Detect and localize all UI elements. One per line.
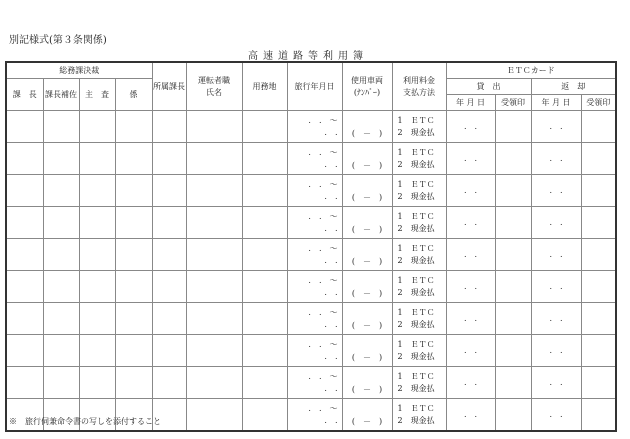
date-end: . . <box>324 255 338 265</box>
payment-option-etc[interactable]: 1 ＥＴＣ <box>397 403 435 413</box>
date-end: . . <box>324 127 338 137</box>
return-date-header: 年 月 日 <box>531 95 581 111</box>
payment-option-etc[interactable]: 1 ＥＴＣ <box>397 371 435 381</box>
cell[interactable] <box>79 239 115 271</box>
travel-date-cell[interactable] <box>287 175 342 207</box>
date-end: . . <box>324 223 338 233</box>
cell[interactable] <box>186 303 242 335</box>
payment-option-etc[interactable]: 1 ＥＴＣ <box>397 275 435 285</box>
travel-date-cell[interactable] <box>287 367 342 399</box>
payment-option-cash[interactable]: 2 現金払 <box>397 351 435 361</box>
cell[interactable] <box>79 303 115 335</box>
cell[interactable] <box>79 367 115 399</box>
return-header: 返 却 <box>531 79 616 95</box>
lend-receipt-cell[interactable] <box>495 399 531 432</box>
cell[interactable] <box>115 207 152 239</box>
cell[interactable] <box>186 175 242 207</box>
lend-date-cell[interactable]: . . <box>446 303 495 335</box>
cell[interactable] <box>152 271 186 303</box>
lend-receipt-cell[interactable] <box>495 143 531 175</box>
date-start: . . ～ <box>308 179 338 189</box>
date-start: . . ～ <box>308 147 338 157</box>
cell[interactable] <box>79 271 115 303</box>
payment-option-cash[interactable]: 2 現金払 <box>397 287 435 297</box>
travel-date-cell[interactable] <box>287 111 342 143</box>
cell[interactable] <box>242 271 287 303</box>
vehicle-cell[interactable]: ( － ) <box>342 143 392 175</box>
approval-col-senior: 主 査 <box>79 79 115 111</box>
dept-chief-header: 所属課長 <box>152 62 186 111</box>
return-receipt-cell[interactable] <box>581 175 616 207</box>
cell[interactable] <box>152 143 186 175</box>
lend-receipt-cell[interactable] <box>495 239 531 271</box>
lend-date-cell[interactable]: . . <box>446 239 495 271</box>
return-receipt-cell[interactable] <box>581 367 616 399</box>
driver-header: 運転者職氏名 <box>186 62 242 111</box>
cell[interactable] <box>115 239 152 271</box>
lend-date-cell[interactable]: . . <box>446 143 495 175</box>
cell[interactable] <box>6 111 43 143</box>
payment-option-etc[interactable]: 1 ＥＴＣ <box>397 307 435 317</box>
lend-header: 貸 出 <box>446 79 531 95</box>
lend-receipt-cell[interactable] <box>495 303 531 335</box>
date-end: . . <box>324 351 338 361</box>
table-row <box>6 367 616 399</box>
etc-card-header: ＥＴＣカード <box>446 62 616 79</box>
cell[interactable] <box>115 335 152 367</box>
payment-option-cash[interactable]: 2 現金払 <box>397 159 435 169</box>
cell[interactable] <box>6 239 43 271</box>
cell[interactable] <box>242 175 287 207</box>
date-end: . . <box>324 383 338 393</box>
return-receipt-cell[interactable] <box>581 239 616 271</box>
payment-cell[interactable] <box>392 367 446 399</box>
payment-cell[interactable] <box>392 239 446 271</box>
lend-receipt-cell[interactable] <box>495 335 531 367</box>
cell[interactable] <box>6 271 43 303</box>
lend-receipt-cell[interactable] <box>495 175 531 207</box>
travel-date-cell[interactable] <box>287 335 342 367</box>
cell[interactable] <box>79 207 115 239</box>
travel-date-cell[interactable] <box>287 399 342 432</box>
cell[interactable] <box>186 335 242 367</box>
lend-date-cell[interactable]: . . <box>446 207 495 239</box>
return-date-cell[interactable]: . . <box>531 175 581 207</box>
return-date-cell[interactable]: . . <box>531 271 581 303</box>
cell[interactable] <box>186 367 242 399</box>
return-date-cell[interactable]: . . <box>531 111 581 143</box>
date-end: . . <box>324 159 338 169</box>
cell[interactable] <box>43 367 79 399</box>
vehicle-cell[interactable]: ( － ) <box>342 239 392 271</box>
return-date-cell[interactable]: . . <box>531 143 581 175</box>
return-receipt-cell[interactable] <box>581 335 616 367</box>
return-receipt-cell[interactable] <box>581 143 616 175</box>
cell[interactable] <box>79 143 115 175</box>
cell[interactable] <box>6 335 43 367</box>
cell[interactable] <box>115 111 152 143</box>
travel-date-cell[interactable] <box>287 303 342 335</box>
cell[interactable] <box>152 335 186 367</box>
cell[interactable] <box>186 111 242 143</box>
approval-col-staff: 係 <box>115 79 152 111</box>
cell[interactable] <box>186 207 242 239</box>
payment-cell[interactable] <box>392 303 446 335</box>
table-row <box>6 111 616 143</box>
cell[interactable] <box>43 239 79 271</box>
cell[interactable] <box>152 239 186 271</box>
footnote: ※ 旅行伺兼命令書の写しを添付すること <box>9 417 161 426</box>
cell[interactable] <box>115 143 152 175</box>
payment-option-cash[interactable]: 2 現金払 <box>397 383 435 393</box>
payment-cell[interactable] <box>392 111 446 143</box>
date-start: . . ～ <box>308 339 338 349</box>
cell[interactable] <box>186 143 242 175</box>
cell[interactable] <box>79 175 115 207</box>
cell[interactable] <box>6 175 43 207</box>
lend-date-cell[interactable]: . . <box>446 111 495 143</box>
table-row <box>6 143 616 175</box>
cell[interactable] <box>43 111 79 143</box>
payment-cell[interactable] <box>392 271 446 303</box>
cell[interactable] <box>43 143 79 175</box>
return-date-cell[interactable]: . . <box>531 239 581 271</box>
vehicle-cell[interactable]: ( － ) <box>342 399 392 432</box>
cell[interactable] <box>43 303 79 335</box>
cell[interactable] <box>43 207 79 239</box>
cell[interactable] <box>43 335 79 367</box>
payment-option-cash[interactable]: 2 現金払 <box>397 223 435 233</box>
approval-header: 総務課決裁 <box>6 62 152 79</box>
travel-date-cell[interactable] <box>287 271 342 303</box>
cell[interactable] <box>152 303 186 335</box>
date-end: . . <box>324 415 338 425</box>
lend-date-cell[interactable]: . . <box>446 335 495 367</box>
cell[interactable] <box>115 367 152 399</box>
table-row <box>6 303 616 335</box>
date-end: . . <box>324 287 338 297</box>
lend-receipt-cell[interactable] <box>495 367 531 399</box>
approval-col-chief: 課 長 <box>6 79 43 111</box>
return-date-cell[interactable]: . . <box>531 303 581 335</box>
return-receipt-cell[interactable] <box>581 111 616 143</box>
table-row <box>6 175 616 207</box>
cell[interactable] <box>242 303 287 335</box>
cell[interactable] <box>115 271 152 303</box>
return-receipt-cell[interactable] <box>581 303 616 335</box>
lend-date-header: 年 月 日 <box>446 95 495 111</box>
payment-header: 利用料金支払方法 <box>392 62 446 111</box>
travel-date-cell[interactable] <box>287 239 342 271</box>
cell[interactable] <box>6 367 43 399</box>
payment-option-etc[interactable]: 1 ＥＴＣ <box>397 179 435 189</box>
vehicle-cell[interactable]: ( － ) <box>342 271 392 303</box>
payment-option-cash[interactable]: 2 現金払 <box>397 127 435 137</box>
table-row <box>6 335 616 367</box>
lend-receipt-header: 受領印 <box>495 95 531 111</box>
usage-log-table <box>5 61 617 432</box>
cell[interactable] <box>186 239 242 271</box>
cell[interactable] <box>242 367 287 399</box>
travel-date-cell[interactable] <box>287 207 342 239</box>
payment-option-etc[interactable]: 1 ＥＴＣ <box>397 115 435 125</box>
payment-option-etc[interactable]: 1 ＥＴＣ <box>397 243 435 253</box>
cell[interactable] <box>242 207 287 239</box>
cell[interactable] <box>186 399 242 432</box>
cell[interactable] <box>152 207 186 239</box>
return-receipt-cell[interactable] <box>581 207 616 239</box>
date-end: . . <box>324 191 338 201</box>
cell[interactable] <box>6 303 43 335</box>
vehicle-sublabel: (ﾅﾝﾊﾞｰ) <box>353 87 381 97</box>
date-end: . . <box>324 319 338 329</box>
vehicle-cell[interactable]: ( － ) <box>342 335 392 367</box>
cell[interactable] <box>115 303 152 335</box>
form-caption: 別記様式(第３条関係) <box>9 35 107 46</box>
payment-option-cash[interactable]: 2 現金払 <box>397 415 435 425</box>
date-start: . . ～ <box>308 307 338 317</box>
payment-option-etc[interactable]: 1 ＥＴＣ <box>397 339 435 349</box>
cell[interactable] <box>79 335 115 367</box>
cell[interactable] <box>43 271 79 303</box>
payment-option-etc[interactable]: 1 ＥＴＣ <box>397 147 435 157</box>
cell[interactable] <box>242 239 287 271</box>
payment-option-cash[interactable]: 2 現金払 <box>397 191 435 201</box>
lend-date-cell[interactable]: . . <box>446 399 495 432</box>
cell[interactable] <box>115 175 152 207</box>
cell[interactable] <box>242 111 287 143</box>
cell[interactable] <box>43 175 79 207</box>
date-start: . . ～ <box>308 275 338 285</box>
approval-col-deputy: 課長補佐 <box>43 79 79 111</box>
payment-option-cash[interactable]: 2 現金払 <box>397 255 435 265</box>
vehicle-cell[interactable]: ( － ) <box>342 367 392 399</box>
return-receipt-cell[interactable] <box>581 399 616 432</box>
payment-option-etc[interactable]: 1 ＥＴＣ <box>397 211 435 221</box>
lend-date-cell[interactable]: . . <box>446 271 495 303</box>
payment-cell[interactable] <box>392 335 446 367</box>
vehicle-cell[interactable]: ( － ) <box>342 175 392 207</box>
travel-date-header: 旅行年月日 <box>287 62 342 111</box>
vehicle-header <box>342 62 392 111</box>
lend-date-cell[interactable]: . . <box>446 175 495 207</box>
travel-date-cell[interactable] <box>287 143 342 175</box>
form-title: 高速道路等利用簿 <box>248 51 368 62</box>
table-row <box>6 207 616 239</box>
return-date-cell[interactable]: . . <box>531 367 581 399</box>
payment-cell[interactable] <box>392 175 446 207</box>
table-row <box>6 239 616 271</box>
cell[interactable] <box>152 367 186 399</box>
cell[interactable] <box>152 111 186 143</box>
payment-cell[interactable] <box>392 143 446 175</box>
date-start: . . ～ <box>308 243 338 253</box>
table-row <box>6 271 616 303</box>
date-start: . . ～ <box>308 371 338 381</box>
cell[interactable] <box>242 399 287 432</box>
cell[interactable] <box>186 271 242 303</box>
cell[interactable] <box>242 143 287 175</box>
date-start: . . ～ <box>308 403 338 413</box>
cell[interactable] <box>242 335 287 367</box>
cell[interactable] <box>6 143 43 175</box>
return-date-cell[interactable]: . . <box>531 399 581 432</box>
lend-receipt-cell[interactable] <box>495 207 531 239</box>
lend-receipt-cell[interactable] <box>495 111 531 143</box>
date-start: . . ～ <box>308 115 338 125</box>
payment-cell[interactable] <box>392 207 446 239</box>
cell[interactable] <box>152 175 186 207</box>
return-receipt-cell[interactable] <box>581 271 616 303</box>
payment-cell[interactable] <box>392 399 446 432</box>
vehicle-cell[interactable]: ( － ) <box>342 303 392 335</box>
vehicle-cell[interactable]: ( － ) <box>342 207 392 239</box>
destination-header: 用務地 <box>242 62 287 111</box>
vehicle-cell[interactable]: ( － ) <box>342 111 392 143</box>
lend-receipt-cell[interactable] <box>495 271 531 303</box>
date-start: . . ～ <box>308 211 338 221</box>
lend-date-cell[interactable]: . . <box>446 367 495 399</box>
payment-option-cash[interactable]: 2 現金払 <box>397 319 435 329</box>
vehicle-label: 使用車両 <box>351 75 383 85</box>
return-date-cell[interactable]: . . <box>531 207 581 239</box>
return-date-cell[interactable]: . . <box>531 335 581 367</box>
cell[interactable] <box>79 111 115 143</box>
return-receipt-header: 受領印 <box>581 95 616 111</box>
cell[interactable] <box>6 207 43 239</box>
